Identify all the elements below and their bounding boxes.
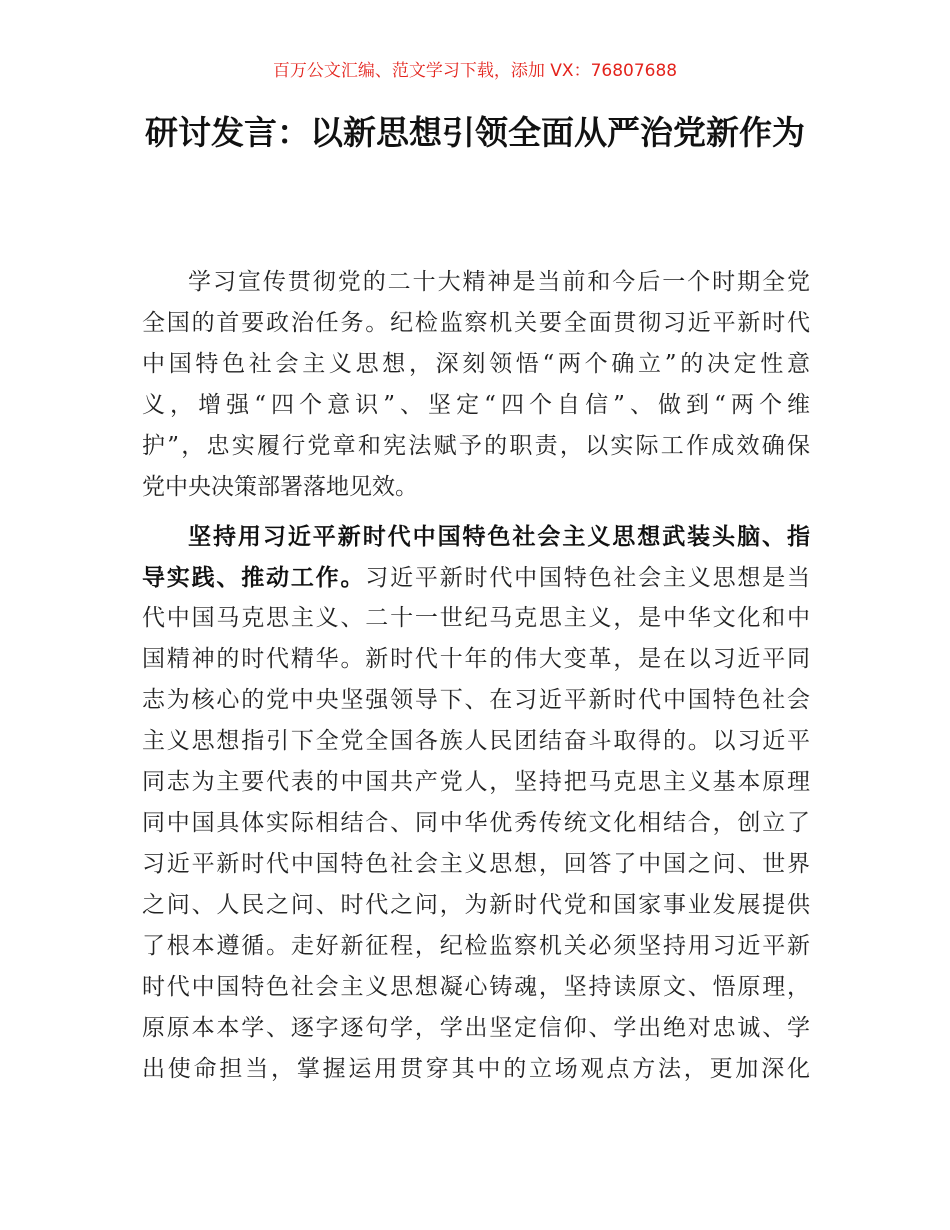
text-line: 主义思想指引下全党全国各族人民团结奋斗取得的。以习近平 [142, 728, 810, 754]
text-line: 全国的首要政治任务。纪检监察机关要全面贯彻习近平新时代 [142, 310, 810, 336]
paragraph-section-1 [142, 516, 810, 1090]
text-line: 国精神的时代精华。新时代十年的伟大变革，是在以习近平同 [142, 646, 810, 672]
text-line: 原原本本学、逐字逐句学，学出坚定信仰、学出绝对忠诚、学 [142, 1015, 810, 1041]
text-line: 之问、人民之问、时代之问，为新时代党和国家事业发展提供 [142, 892, 810, 918]
section-heading: 坚持用习近平新时代中国特色社会主义思想武装头脑、指 [188, 523, 810, 550]
text-line [142, 557, 810, 598]
text-line: 习近平新时代中国特色社会主义思想，回答了中国之问、世界 [142, 851, 810, 877]
text-line: 了根本遵循。走好新征程，纪检监察机关必须坚持用习近平新 [142, 933, 810, 959]
section-heading-end: 导实践、推动工作。 [142, 564, 366, 591]
text-line: 代中国马克思主义、二十一世纪马克思主义，是中华文化和中 [142, 605, 810, 631]
document-title: 研讨发言：以新思想引领全面从严治党新作为 [145, 113, 805, 152]
text-line: 时代中国特色社会主义思想凝心铸魂，坚持读原文、悟原理， [142, 974, 810, 1000]
watermark-banner: 百万公文汇编、范文学习下载，添加 VX：76807688 [272, 61, 678, 81]
text-line: 学习宣传贯彻党的二十大精神是当前和今后一个时期全党 [188, 269, 810, 295]
text-line: 志为核心的党中央坚强领导下、在习近平新时代中国特色社会 [142, 687, 810, 713]
text-line: 同志为主要代表的中国共产党人，坚持把马克思主义基本原理 [142, 769, 810, 795]
text-line: 出使命担当，掌握运用贯穿其中的立场观点方法，更加深化 [142, 1056, 810, 1082]
text-line: 中国特色社会主义思想，深刻领悟“两个确立”的决定性意 [142, 351, 810, 377]
text-line [142, 516, 810, 557]
text-line: 义，增强“四个意识”、坚定“四个自信”、做到“两个维 [142, 392, 810, 418]
text-line: 党中央决策部署落地见效。 [142, 474, 418, 500]
text-span: 习近平新时代中国特色社会主义思想是当 [365, 565, 811, 591]
text-line: 同中国具体实际相结合、同中华优秀传统文化相结合，创立了 [142, 810, 810, 836]
paragraph-intro [142, 262, 810, 508]
text-line: 护”，忠实履行党章和宪法赋予的职责，以实际工作成效确保 [142, 433, 810, 459]
